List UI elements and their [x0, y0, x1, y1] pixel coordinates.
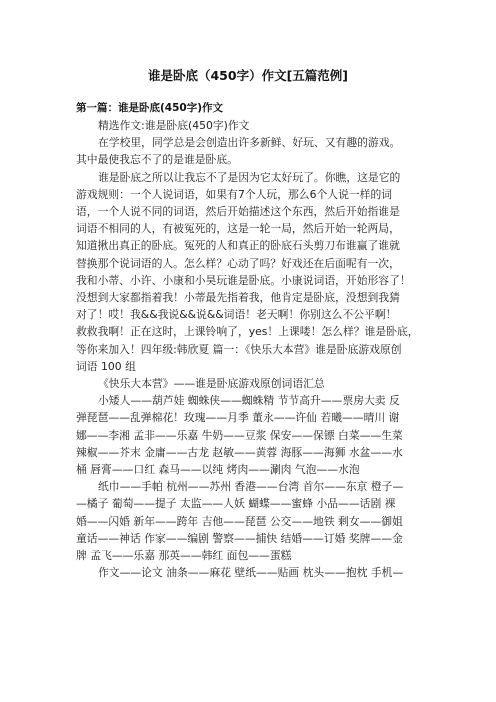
body-line: 辣椒——芥末 金庸——古龙 赵敏——黄蓉 海豚——海狮 水盆——水: [76, 445, 403, 459]
body-line: 我和小蒂、小许、小康和小昊玩谁是卧底。小康说词语，开始形容了！: [76, 273, 411, 287]
body-line: 知道揪出真正的卧底。冤死的人和真正的卧底石头剪刀布谁赢了谁就: [76, 239, 400, 253]
body-line: 语，一个人说不同的词语，然后开始描述这个东西，然后开始指谁是: [76, 205, 400, 218]
body-line: 等你来加入！四年级:韩欣夏 篇一：《快乐大本营》谁是卧底游戏原创: [76, 342, 402, 356]
body-line: 词语 100 组: [76, 359, 136, 373]
document-title: 谁是卧底（450字）作文[五篇范例]: [147, 68, 349, 83]
body-line: 没想到大家都指着我！小蒂最先指着我，他肯定是卧底，没想到我猜: [76, 291, 400, 304]
body-line: 童话——神话 作家——编剧 警察——捕快 结婚——订婚 奖牌——金: [76, 531, 403, 545]
body-line: 替换那个说词语的人。怎么样？心动了吗？好戏还在后面呢有一次，: [76, 256, 400, 270]
body-line: 精选作文:谁是卧底(450字)作文: [98, 119, 250, 132]
body-line: —橘子 葡萄——提子 太监——人妖 蝴蝶——蜜蜂 小品——话剧 裸: [76, 497, 396, 511]
body-line: 娜——李湘 孟非——乐嘉 牛奶——豆浆 保安——保镖 白菜——生菜: [76, 428, 403, 442]
body-line: 救救我啊！正在这时，上课铃响了，yes！上课喽！怎么样？谁是卧底，: [76, 325, 419, 339]
body-line: 桶 唇膏——口红 森马——以纯 烤肉——涮肉 气泡——水泡: [76, 463, 360, 476]
body-line: 牌 孟飞——乐嘉 那英——韩红 面包——蛋糕: [76, 549, 292, 562]
body-line: 纸巾——手帕 杭州——苏州 香港——台湾 首尔——东京 橙子—: [98, 480, 404, 494]
body-line: 婚——闪婚 新年——跨年 吉他——琵琶 公交——地铁 剩女——御姐: [76, 514, 403, 528]
body-line: 对了！哎！我&&我说&&说&&词语！老天啊！你别这么不公平啊！: [76, 308, 397, 322]
body-line: 谁是卧底之所以让我忘不了是因为它太好玩了。你瞧，这是它的: [98, 170, 401, 184]
body-line: 弹琵琶——乱弹棉花！玫瑰——月季 董永——许仙 若曦——晴川 谢: [76, 411, 400, 425]
body-line: 词语不相同的人，有被冤死的，这是一轮一局，然后开始一轮两局，: [76, 222, 400, 236]
body-line: 在学校里，同学总是会创造出许多新鲜、好玩、又有趣的游戏。: [98, 136, 401, 150]
body-line: 作文——论文 油条——麻花 壁纸——贴画 枕头——抱枕 手机—: [98, 566, 404, 580]
body-line: 小矮人——葫芦娃 蜘蛛侠——蜘蛛精 节节高升——票房大卖 反: [98, 394, 400, 408]
body-line: 其中最使我忘不了的是谁是卧底。: [76, 153, 238, 167]
section-heading: 第一篇：谁是卧底(450字)作文: [76, 102, 224, 114]
body-line: 游戏规则：一个人说词语，如果有7个人玩，那么6个人说一样的词: [76, 187, 393, 201]
body-line: 《快乐大本营》——谁是卧底游戏原创词语汇总: [98, 377, 325, 390]
